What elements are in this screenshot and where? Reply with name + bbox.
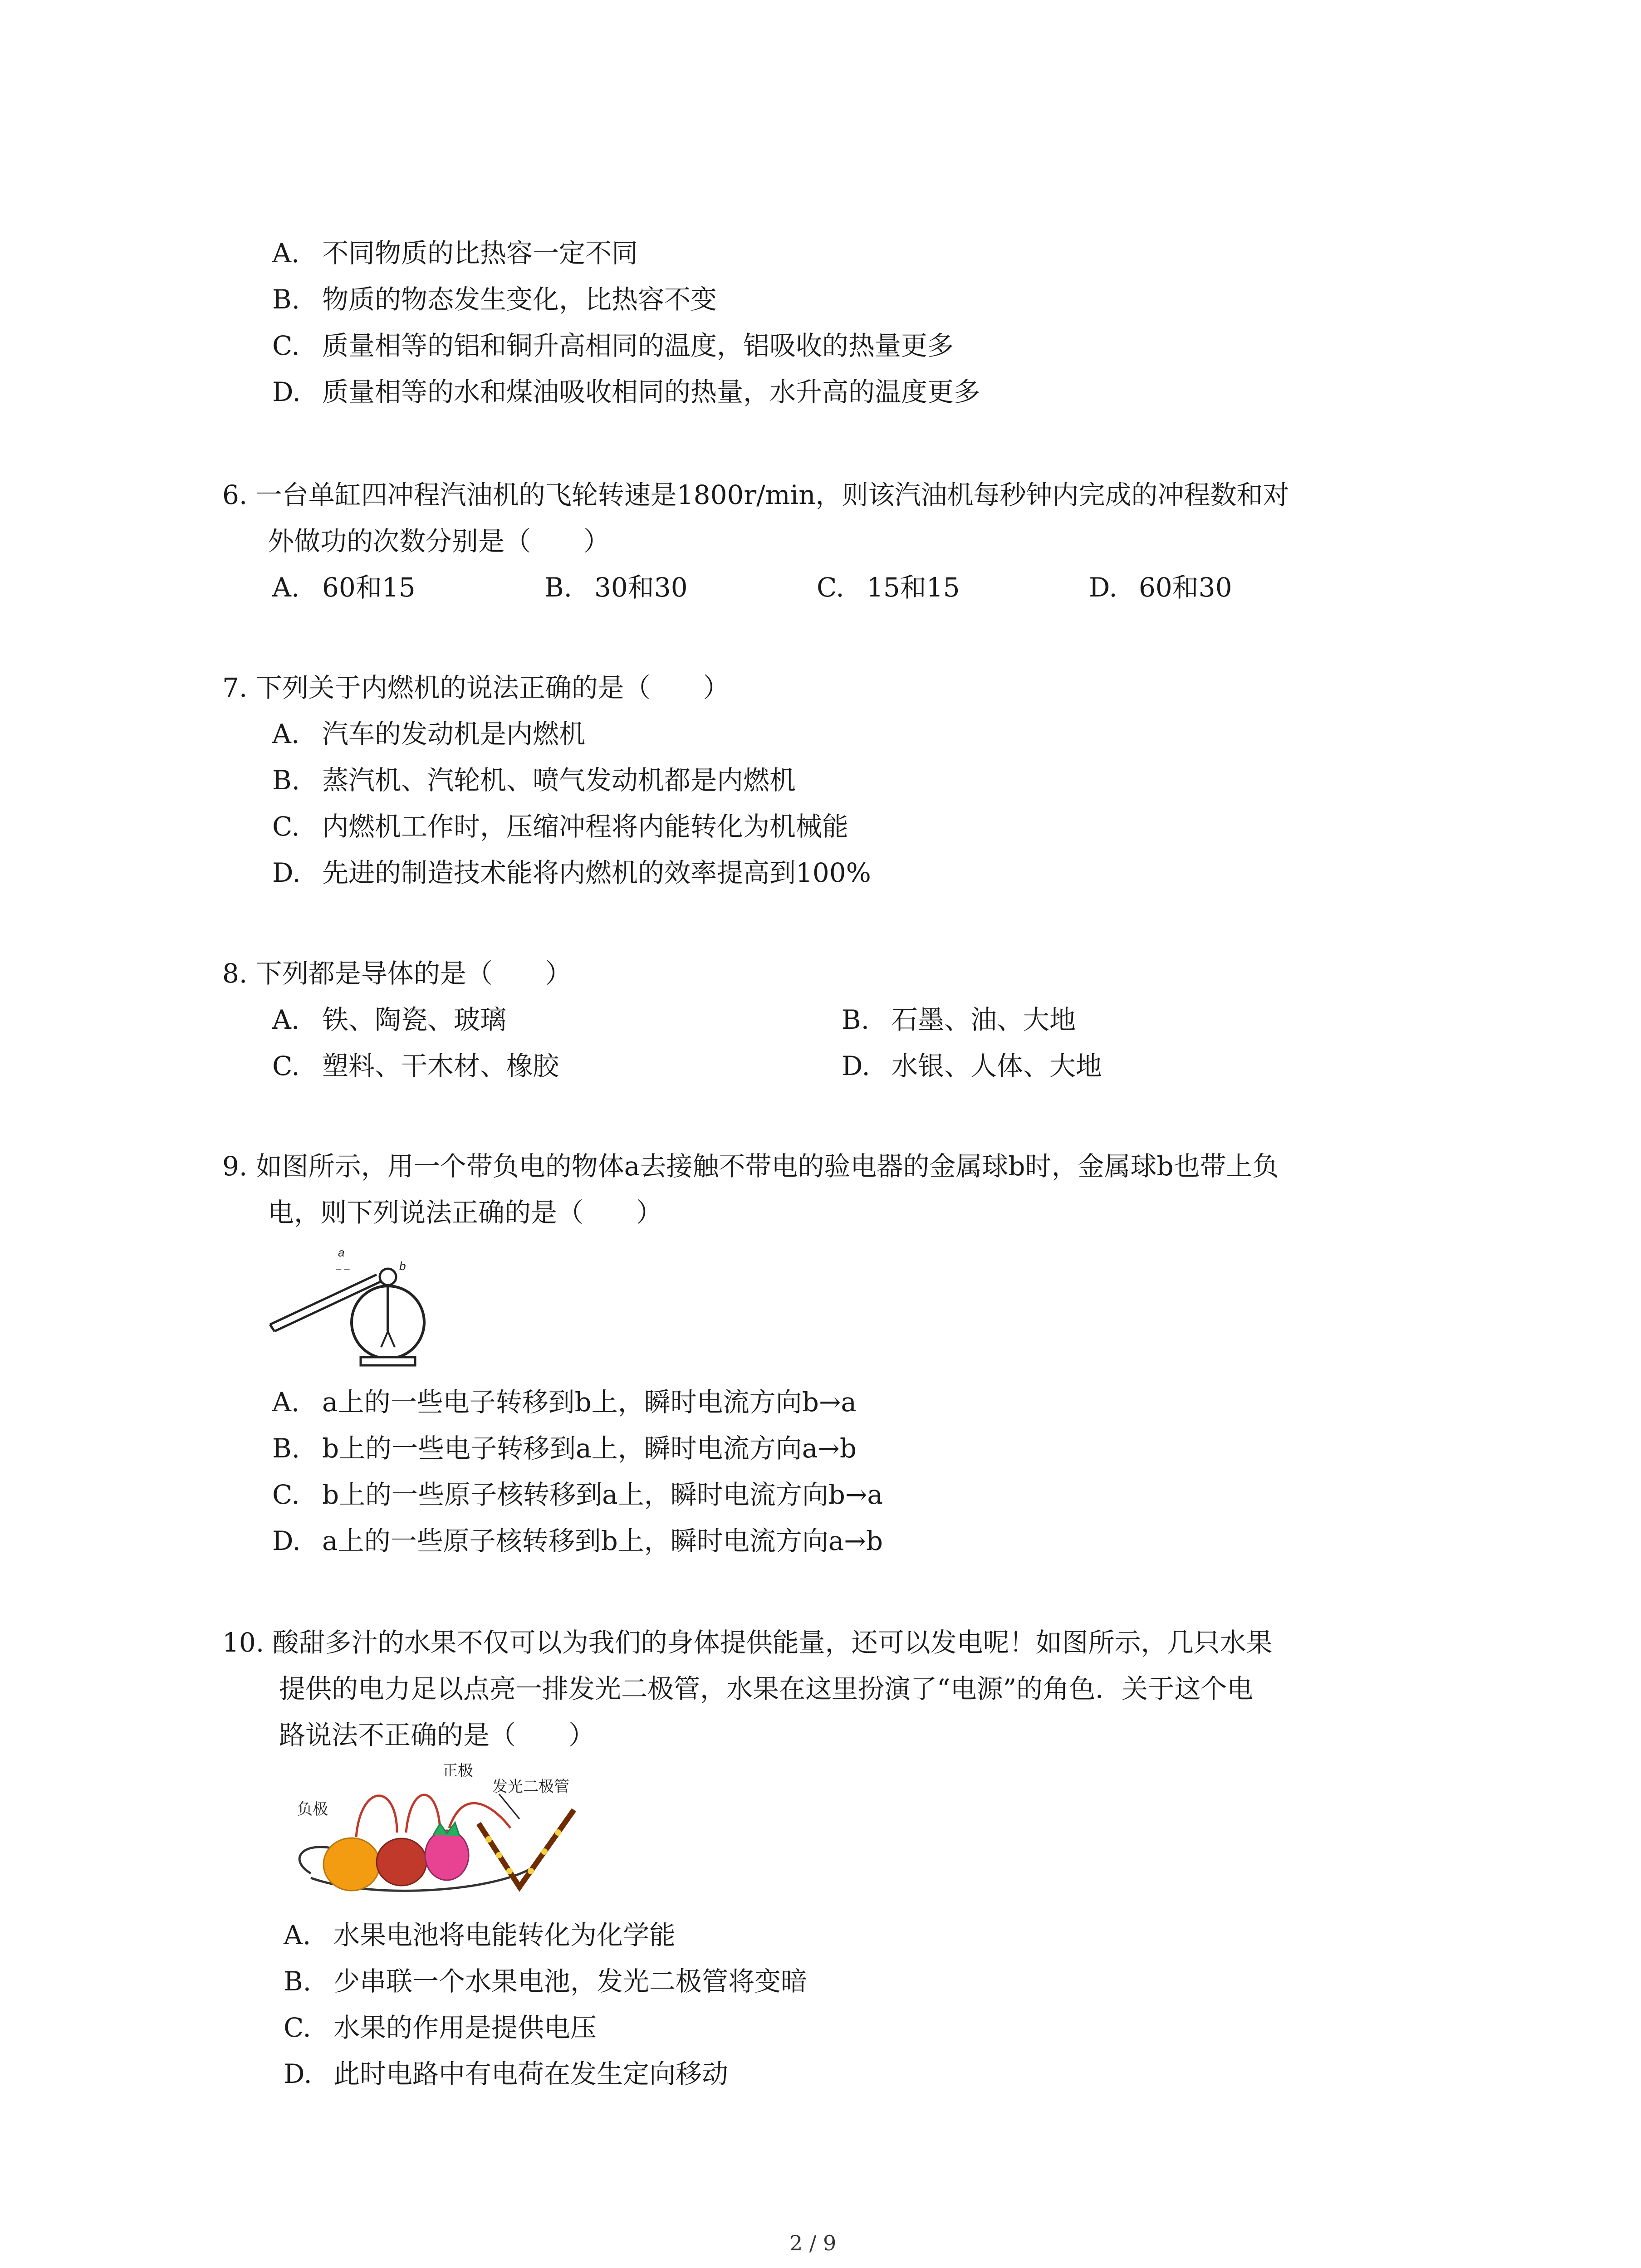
option-text: b上的一些原子核转移到a上，瞬时电流方向b→a <box>322 1479 883 1510</box>
option-text: 物质的物态发生变化，比热容不变 <box>322 284 717 315</box>
q6-stem-line2: 外做功的次数分别是（ ） <box>268 526 610 557</box>
option-letter: C. <box>272 1051 300 1081</box>
electroscope-base <box>361 1357 415 1365</box>
q6-option-c <box>817 571 960 604</box>
option-letter: B. <box>284 1966 312 1997</box>
dragonfruit-fruit <box>425 1830 469 1880</box>
q10-option-b <box>284 1965 807 1998</box>
option-letter: A. <box>272 238 300 269</box>
option-text: 石墨、油、大地 <box>892 1004 1076 1035</box>
q7-option-b <box>272 764 796 797</box>
option-letter: C. <box>817 572 844 603</box>
option-letter: C. <box>272 330 300 361</box>
option-letter: A. <box>272 572 300 603</box>
q9-stem-line1: 9. 如图所示，用一个带负电的物体a去接触不带电的验电器的金属球b时，金属球b也带上负 <box>222 1151 1279 1182</box>
option-letter: A. <box>272 719 300 749</box>
q6-option-a <box>272 571 416 604</box>
q7-option-c <box>272 810 848 843</box>
option-letter: D. <box>842 1051 870 1081</box>
q10-option-c <box>284 2011 597 2044</box>
option-letter: A. <box>272 1387 300 1418</box>
option-text: 汽车的发动机是内燃机 <box>322 719 586 749</box>
q6-option-b <box>544 571 688 604</box>
q8-option-c <box>272 1050 559 1082</box>
metal-ball <box>380 1269 396 1285</box>
q9-stem-line2: 电，则下列说法正确的是（ ） <box>268 1197 663 1228</box>
q10-stem-line1: 10. 酸甜多汁的水果不仅可以为我们的身体提供能量，还可以发电呢！如图所示，几只水果 <box>222 1627 1273 1658</box>
q10-stem-line3: 路说法不正确的是（ ） <box>279 1720 595 1750</box>
page-number: 2 / 9 <box>789 2231 837 2255</box>
label-positive: 正极 <box>442 1762 473 1779</box>
option-letter: C. <box>284 2012 311 2043</box>
q9-option-b <box>272 1432 857 1465</box>
q10-option-a <box>284 1919 676 1951</box>
option-text: 蒸汽机、汽轮机、喷气发动机都是内燃机 <box>322 765 796 796</box>
option-text: 少串联一个水果电池，发光二极管将变暗 <box>333 1966 808 1997</box>
label-negative: 负极 <box>297 1801 328 1818</box>
label-led: 发光二极管 <box>492 1778 569 1795</box>
q8-stem: 8. 下列都是导体的是（ ） <box>222 958 572 989</box>
option-letter: D. <box>1089 572 1117 603</box>
q9-option-a <box>272 1386 857 1418</box>
option-text: b上的一些电子转移到a上，瞬时电流方向a→b <box>322 1433 857 1464</box>
option-text: 水果电池将电能转化为化学能 <box>333 1920 676 1950</box>
pomegranate-fruit <box>377 1838 426 1886</box>
svg-text:– –: – – <box>336 1263 350 1275</box>
option-text: a上的一些原子核转移到b上，瞬时电流方向a→b <box>322 1525 883 1556</box>
fruit-battery-figure <box>284 1755 610 1901</box>
orange-fruit <box>323 1838 380 1891</box>
option-letter: B. <box>272 765 300 796</box>
q7-option-d <box>272 856 871 889</box>
option-text: 30和30 <box>594 572 688 603</box>
q5-option-b <box>272 283 717 316</box>
q10-stem-line2: 提供的电力足以点亮一排发光二极管，水果在这里扮演了“电源”的角色．关于这个电 <box>279 1673 1254 1704</box>
option-letter: D. <box>272 857 301 888</box>
option-letter: D. <box>272 376 301 407</box>
option-text: 质量相等的铝和铜升高相同的温度，铝吸收的热量更多 <box>322 330 954 361</box>
option-letter: D. <box>284 2058 312 2089</box>
option-text: 不同物质的比热容一定不同 <box>322 238 638 269</box>
option-text: 质量相等的水和煤油吸收相同的热量，水升高的温度更多 <box>322 376 980 407</box>
option-text: 铁、陶瓷、玻璃 <box>322 1004 507 1035</box>
q5-option-a <box>272 237 638 269</box>
option-text: 15和15 <box>867 572 960 603</box>
option-letter: C. <box>272 1479 300 1510</box>
label-a: a <box>338 1246 345 1259</box>
option-text: 水果的作用是提供电压 <box>333 2012 597 2043</box>
q5-option-d <box>272 376 980 408</box>
option-text: 60和15 <box>322 572 416 603</box>
q6-option-d <box>1089 571 1232 604</box>
q10-option-d <box>284 2058 728 2090</box>
option-text: 60和30 <box>1139 572 1232 603</box>
q9-option-c <box>272 1478 883 1511</box>
option-letter: A. <box>272 1004 300 1035</box>
option-text: 此时电路中有电荷在发生定向移动 <box>333 2058 729 2089</box>
option-text: 先进的制造技术能将内燃机的效率提高到100% <box>322 857 871 888</box>
option-text: 内燃机工作时，压缩冲程将内能转化为机械能 <box>322 811 849 842</box>
option-letter: B. <box>544 572 573 603</box>
option-text: 水银、人体、大地 <box>892 1051 1102 1081</box>
q8-option-d <box>842 1050 1102 1082</box>
option-letter: B. <box>842 1004 870 1035</box>
led-row <box>479 1810 574 1887</box>
option-letter: A. <box>284 1920 311 1950</box>
electroscope-figure <box>268 1238 440 1370</box>
q7-stem: 7. 下列关于内燃机的说法正确的是（ ） <box>222 672 730 703</box>
q8-option-b <box>842 1003 1076 1036</box>
option-letter: B. <box>272 284 300 315</box>
option-text: a上的一些电子转移到b上，瞬时电流方向b→a <box>322 1387 857 1418</box>
option-letter: B. <box>272 1433 300 1464</box>
q6-stem-line1: 6. 一台单缸四冲程汽油机的飞轮转速是1800r/min，则该汽油机每秒钟内完成的冲程数和对 <box>222 479 1289 510</box>
q5-option-c <box>272 329 954 362</box>
option-text: 塑料、干木材、橡胶 <box>322 1051 559 1081</box>
option-letter: D. <box>272 1525 301 1556</box>
label-b: b <box>399 1259 406 1273</box>
q9-option-d <box>272 1525 883 1557</box>
option-letter: C. <box>272 811 300 842</box>
q8-option-a <box>272 1003 506 1036</box>
q7-option-a <box>272 718 585 750</box>
